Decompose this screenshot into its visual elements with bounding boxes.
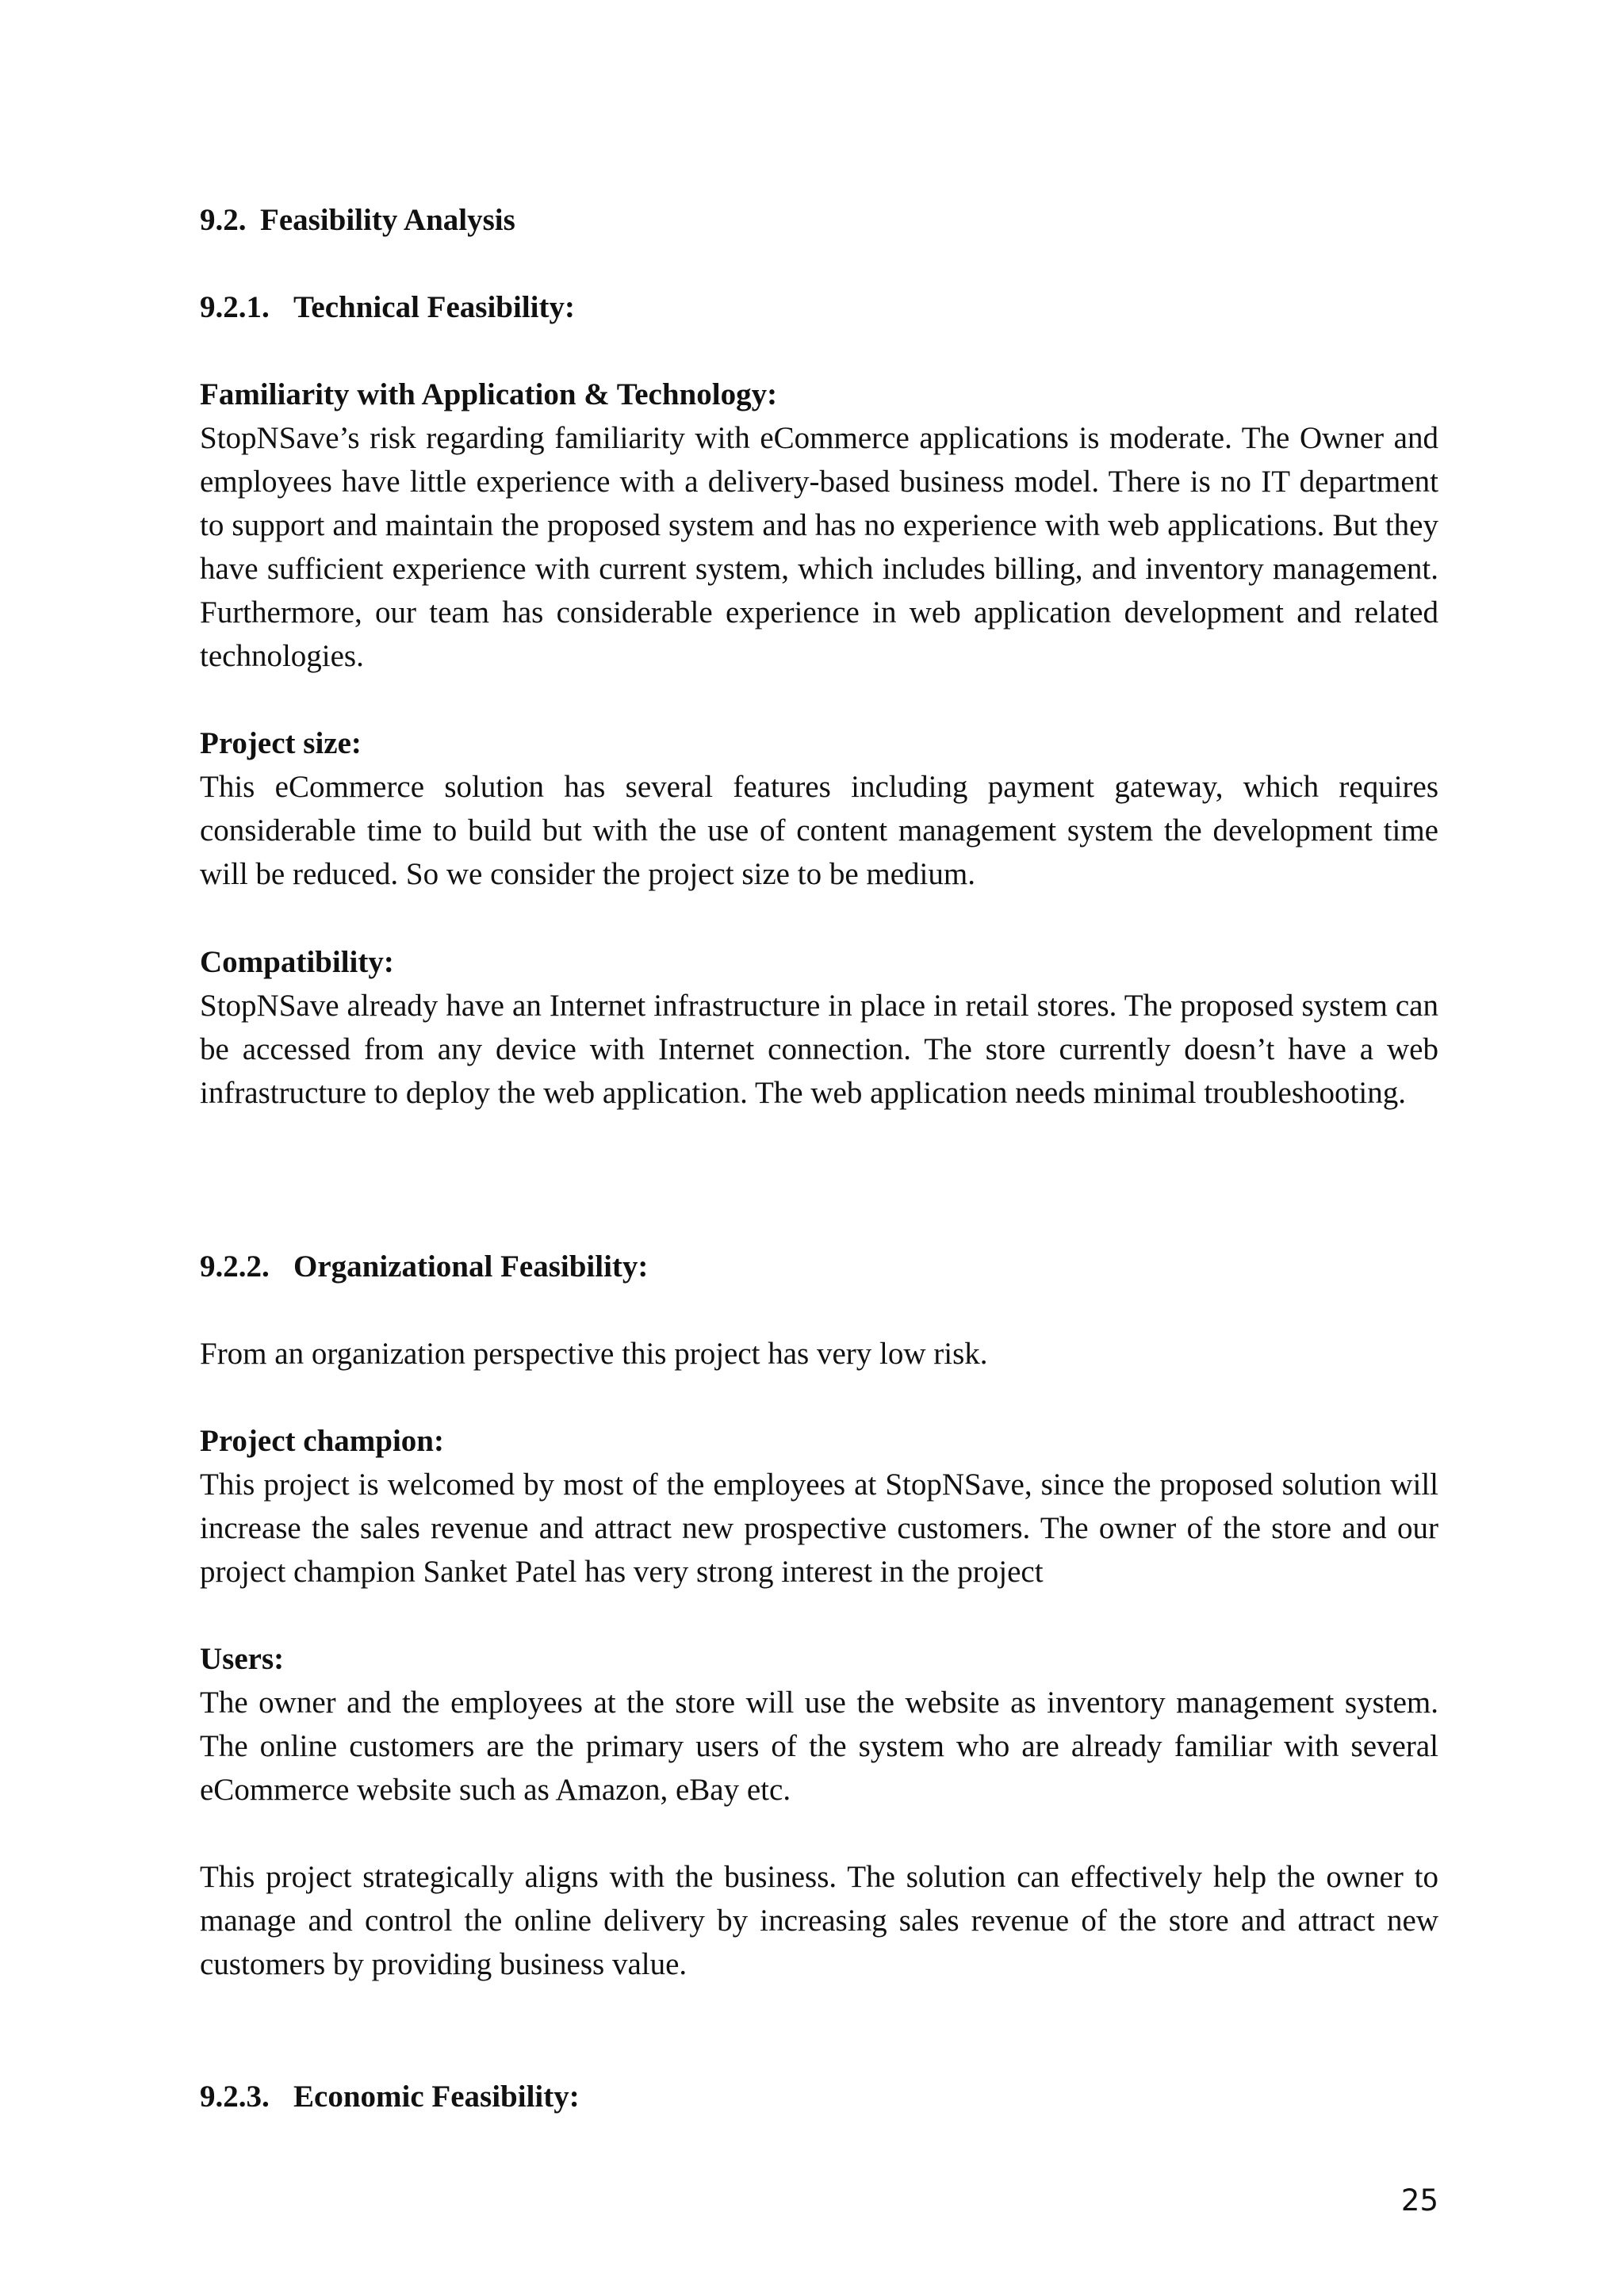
paragraph: This project is welcomed by most of the employees at StopNSave, since the proposed solution will increase the sales revenue and attract new prospective customers. The owner of the store and our project champion Sanket Patel has very strong interest in the project bbox=[200, 1468, 1438, 1589]
paragraph: This eCommerce solution has several features including payment gateway, which requires considerable time to build but with the use of content management system the development time will be reduced. So we consider the project size to be medium. bbox=[200, 770, 1438, 891]
subsection-heading: Project size: bbox=[200, 726, 362, 760]
section-9-2-heading bbox=[200, 198, 1438, 242]
paragraph: This project strategically aligns with the business. The solution can effectively help the owner to manage and control the online delivery by increasing sales revenue of the store and attract new customers by providing business value. bbox=[200, 1860, 1438, 1981]
section-title: Economic Feasibility: bbox=[293, 2080, 580, 2114]
section-number: 9.2.1. bbox=[200, 290, 270, 324]
section-number: 9.2.2. bbox=[200, 1249, 270, 1284]
subsection-heading: Users: bbox=[200, 1642, 285, 1676]
subsection-heading: Compatibility: bbox=[200, 945, 394, 979]
paragraph: The owner and the employees at the store will use the website as inventory management system. The online customers are the primary users of the system who are already familiar with several eCommerce website such as Amazon, eBay etc. bbox=[200, 1686, 1438, 1807]
section-title: Feasibility Analysis bbox=[260, 203, 515, 237]
section-number: 9.2.3. bbox=[200, 2080, 270, 2114]
paragraph: StopNSave’s risk regarding familiarity with eCommerce applications is moderate. The Owner and employees have little experience with a delivery-based business model. There is no IT department to support and maintain the proposed system and has no experience with web applications. But they have sufficient experience with current system, which includes billing, and inventory management. Furthermore, our team has considerable experience in web application development and related technologies. bbox=[200, 421, 1438, 673]
section-number: 9.2. bbox=[200, 203, 247, 237]
section-9-2-1-heading bbox=[200, 285, 1438, 329]
closing-paragraph bbox=[200, 1855, 1438, 1986]
section-9-2-2-heading bbox=[200, 1245, 1438, 1288]
section-title: Organizational Feasibility: bbox=[293, 1249, 649, 1284]
users-block bbox=[200, 1637, 1438, 1812]
paragraph: StopNSave already have an Internet infrastructure in place in retail stores. The proposed system can be accessed from any device with Internet connection. The store currently doesn’t have a web infrastructure to deploy the web application. The web application needs minimal troubleshooting. bbox=[200, 989, 1438, 1110]
project-champion-block bbox=[200, 1419, 1438, 1594]
section-9-2-3-heading bbox=[200, 2075, 1438, 2118]
paragraph: From an organization perspective this project has very low risk. bbox=[200, 1337, 988, 1371]
compatibility-block bbox=[200, 940, 1438, 1115]
page-number: 25 bbox=[1400, 2183, 1438, 2218]
familiarity-block bbox=[200, 373, 1438, 678]
subsection-heading: Familiarity with Application & Technology: bbox=[200, 377, 778, 411]
organization-intro bbox=[200, 1332, 1438, 1376]
section-title: Technical Feasibility: bbox=[293, 290, 575, 324]
project-size-block bbox=[200, 721, 1438, 896]
subsection-heading: Project champion: bbox=[200, 1424, 444, 1458]
